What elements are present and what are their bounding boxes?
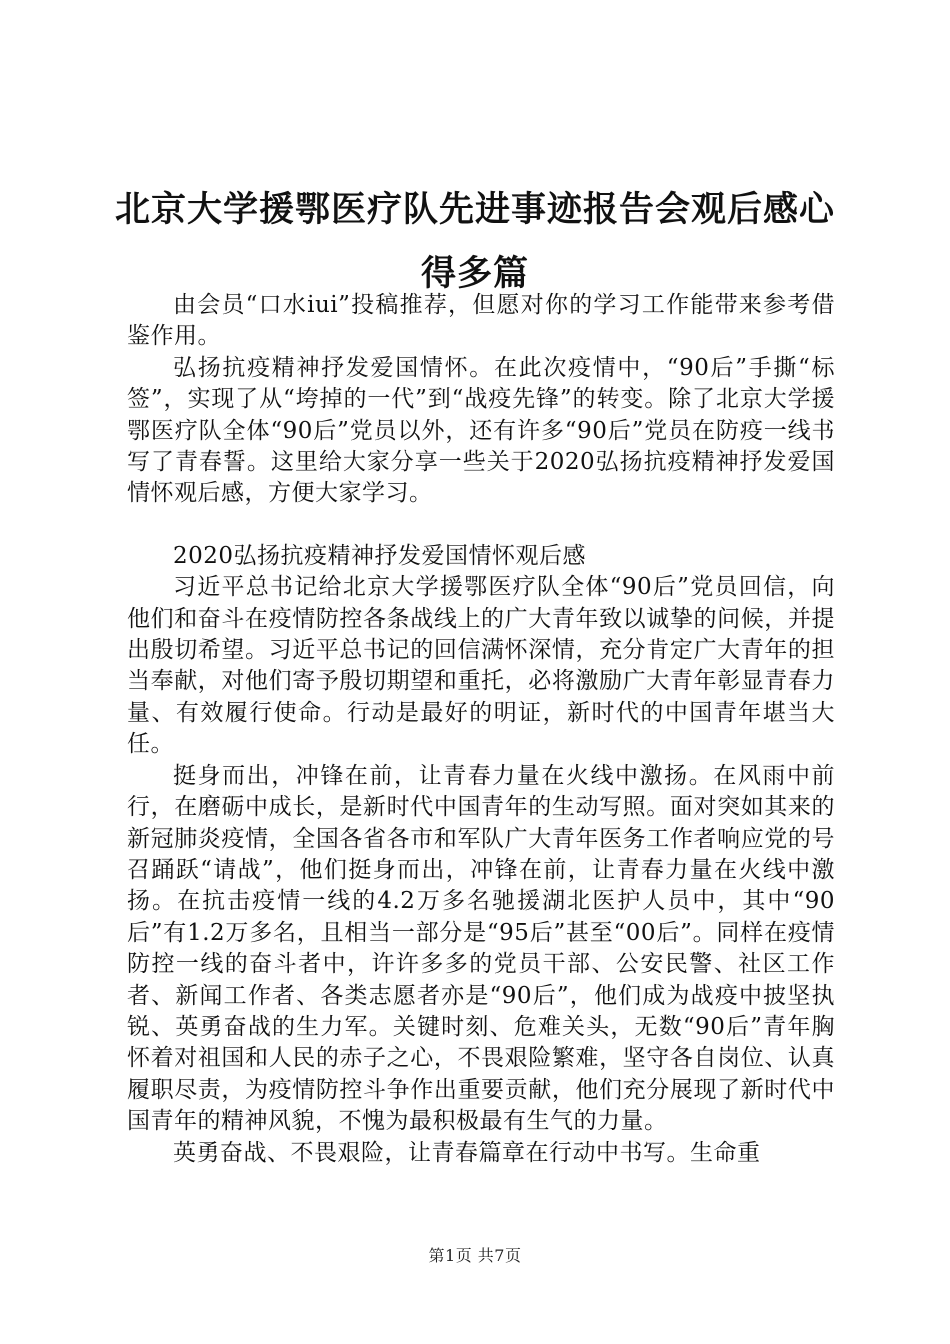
- body-paragraph-3: 英勇奋战、不畏艰险，让青春篇章在行动中书写。生命重: [173, 1139, 761, 1166]
- intro-paragraph: 由会员“口水iui”投稿推荐，但愿对你的学习工作能带来参考借鉴作用。: [127, 292, 835, 350]
- summary-paragraph: 弘扬抗疫精神抒发爱国情怀。在此次疫情中，“90后”手撕“标签”，实现了从“垮掉的一代”到“战疫先锋”的转变。除了北京大学援鄂医疗队全体“90后”党员以外，还有许多“90后”党员在防疫一线书写了青春誓。这里给大家分享一些关于2020弘扬抗疫精神抒发爱国情怀观后感，方便大家学习。: [127, 354, 835, 507]
- section-subheading: 2020弘扬抗疫精神抒发爱国情怀观后感: [173, 542, 587, 569]
- document-body: [127, 290, 835, 1169]
- document-title: 北京大学援鄂医疗队先进事迹报告会观后感心得多篇: [114, 189, 835, 294]
- body-paragraph-2: 挺身而出，冲锋在前，让青春力量在火线中激扬。在风雨中前行，在磨砺中成长，是新时代中国青年的生动写照。面对突如其来的新冠肺炎疫情，全国各省各市和军队广大青年医务工作者响应党的号召踊跃“请战”，他们挺身而出，冲锋在前，让青春力量在火线中激扬。在抗击疫情一线的4.2万多名驰援湖北医护人员中，其中“90后”有1.2万多名，且相当一部分是“95后”甚至“00后”。同样在疫情防控一线的奋斗者中，许许多多的党员干部、公安民警、社区工作者、新闻工作者、各类志愿者亦是“90后”，他们成为战疫中披坚执锐、英勇奋战的生力军。关键时刻、危难关头，无数“90后”青年胸怀着对祖国和人民的赤子之心，不畏艰险繁难，坚守各自岗位、认真履职尽责，为疫情防控斗争作出重要贡献，他们充分展现了新时代中国青年的精神风貌，不愧为最积极最有生气的力量。: [127, 762, 835, 1135]
- page-number-footer: 第1页 共7页: [428, 1246, 522, 1265]
- body-paragraph-1: 习近平总书记给北京大学援鄂医疗队全体“90后”党员回信，向他们和奋斗在疫情防控各条战线上的广大青年致以诚挚的问候，并提出殷切希望。习近平总书记的回信满怀深情，充分肯定广大青年的担当奉献，对他们寄予殷切期望和重托，必将激励广大青年彰显青春力量、有效履行使命。行动是最好的明证，新时代的中国青年堪当大任。: [127, 574, 835, 758]
